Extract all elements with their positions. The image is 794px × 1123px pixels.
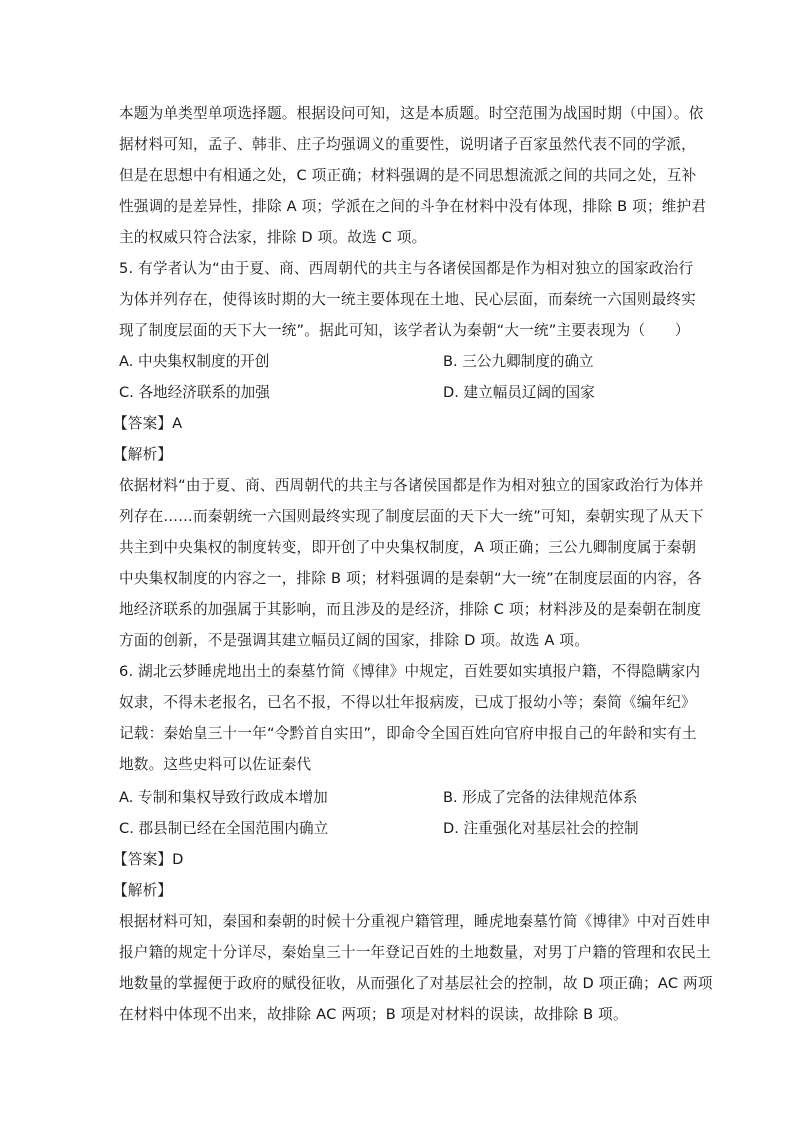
text-line: 据材料可知，孟子、韩非、庄子均强调义的重要性，说明诸子百家虽然代表不同的学派， (119, 136, 696, 153)
q6-analysis-text: 地数量的掌握便于政府的赋役征收，从而强化了对基层社会的控制，故 D 项正确；AC 两项 (119, 975, 713, 992)
q6-analysis-text: 报户籍的规定十分详尽，秦始皇三十一年登记百姓的土地数量，对男丁户籍的管理和农民土 (119, 944, 711, 961)
q5-answer: 【答案】A (113, 415, 183, 432)
q6-option-b: B. 形成了完备的法律规范体系 (443, 789, 638, 806)
q6-option-c: C. 郡县制已经在全国范围内确立 (119, 820, 329, 837)
text-line: 但是在思想中有相通之处，C 项正确；材料强调的是不同思想流派之间的共同之处，互补 (119, 167, 697, 184)
q5-option-a: A. 中央集权制度的开创 (119, 353, 270, 370)
q5-analysis-text: 中央集权制度的内容之一，排除 B 项；材料强调的是秦朝“大一统”在制度层面的内容，各 (119, 570, 702, 587)
q6-analysis-heading: 【解析】 (113, 882, 173, 899)
q6-option-a: A. 专制和集权导致行政成本增加 (119, 789, 328, 806)
q5-analysis-text: 地经济联系的加强属于其影响，而且涉及的是经济，排除 C 项；材料涉及的是秦朝在制度 (119, 601, 702, 618)
q6-analysis-text: 根据材料可知，秦国和秦朝的时候十分重视户籍管理，睡虎地秦墓竹简《博律》中对百姓申 (119, 913, 711, 930)
q5-analysis-text: 列存在……而秦朝统一六国则最终实现了制度层面的天下大一统”可知，秦朝实现了从天下 (119, 508, 704, 525)
q5-analysis-text: 共主到中央集权的制度转变，即开创了中央集权制度，A 项正确；三公九卿制度属于秦朝 (119, 539, 697, 556)
q6-option-d: D. 注重强化对基层社会的控制 (443, 820, 639, 837)
question-6-stem: 6. 湖北云梦睡虎地出土的秦墓竹简《博律》中规定，百姓要如实填报户籍，不得隐瞒家内 (119, 663, 701, 680)
q6-answer: 【答案】D (113, 851, 184, 868)
text-line: 主的权威只符合法家，排除 D 项。故选 C 项。 (119, 229, 427, 246)
question-5-stem: 现了制度层面的天下大一统”。据此可知，该学者认为秦朝“大一统”主要表现为（ ） (119, 322, 690, 339)
question-5-stem: 为体并列存在，使得该时期的大一统主要体现在土地、民心层面，而秦统一六国则最终实 (119, 291, 696, 308)
question-6-stem: 奴隶，不得未老报名，已名不报，不得以壮年报病废，已成丁报幼小等；秦简《编年纪》 (119, 694, 696, 711)
text-line: 本题为单类型单项选择题。根据设问可知，这是本质题。时空范围为战国时期（中国）。依 (119, 105, 704, 122)
question-6-stem: 地数。这些史料可以佐证秦代 (119, 756, 312, 773)
q5-option-b: B. 三公九卿制度的确立 (443, 353, 594, 370)
question-6-stem: 记载：秦始皇三十一年“令黔首自实田”，即命令全国百姓向官府申报自己的年龄和实有土 (119, 725, 697, 742)
q6-analysis-text: 在材料中体现不出来，故排除 AC 两项；B 项是对材料的误读，故排除 B 项。 (119, 1006, 628, 1023)
q5-option-d: D. 建立幅员辽阔的国家 (443, 384, 595, 401)
q5-option-c: C. 各地经济联系的加强 (119, 384, 270, 401)
text-line: 性强调的是差异性，排除 A 项；学派在之间的斗争在材料中没有体现，排除 B 项；维护君 (119, 198, 707, 215)
q5-analysis-text: 方面的创新，不是强调其建立幅员辽阔的国家，排除 D 项。故选 A 项。 (119, 632, 589, 649)
q5-analysis-text: 依据材料“由于夏、商、西周朝代的共主与各诸侯国都是作为相对独立的国家政治行为体并 (119, 477, 704, 494)
q5-analysis-heading: 【解析】 (113, 446, 173, 463)
question-5-stem: 5. 有学者认为“由于夏、商、西周朝代的共主与各诸侯国都是作为相对独立的国家政治行 (119, 260, 694, 277)
